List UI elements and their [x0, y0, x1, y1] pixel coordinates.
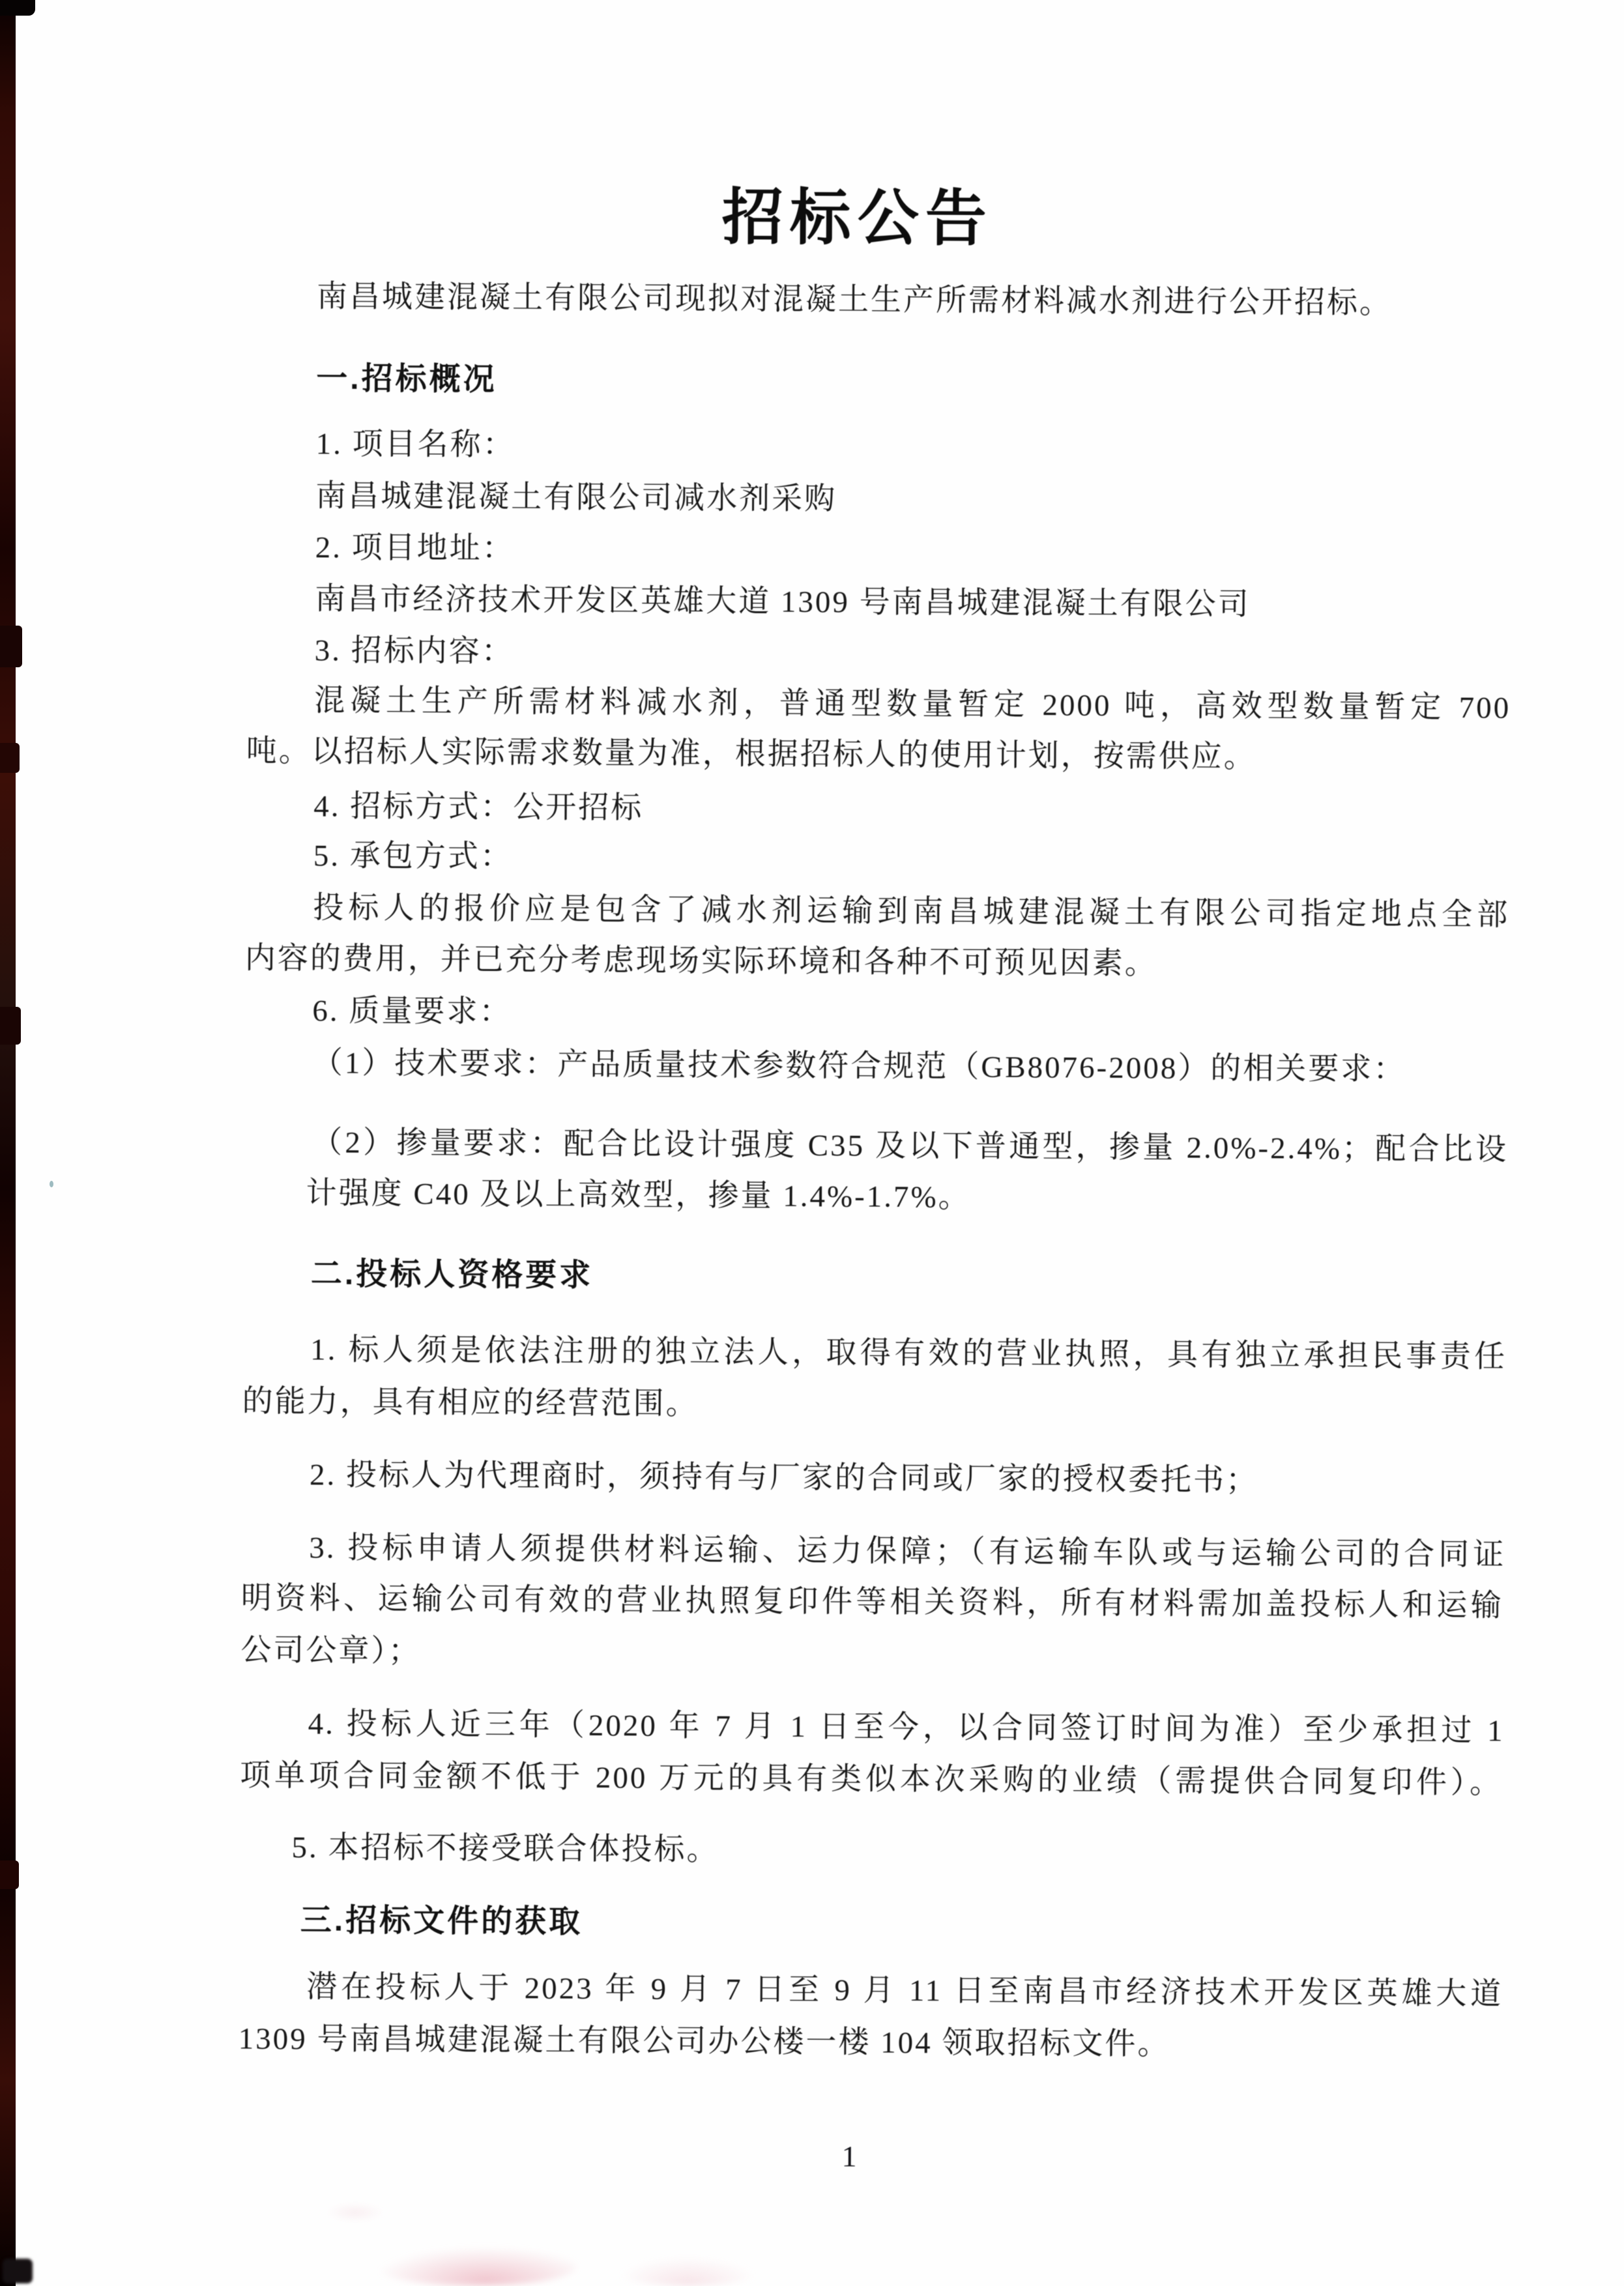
text-line: 3. 招标内容：: [314, 633, 514, 669]
pink-smudge: [326, 2203, 384, 2222]
text-line: 6. 质量要求：: [312, 994, 512, 1030]
text-line: 1. 标人须是依法注册的独立法人，取得有效的营业执照，具有独立承担民事责任: [310, 1333, 1507, 1374]
scan-edge-blotch: [0, 1860, 19, 1889]
scan-corner-mark: [0, 0, 35, 16]
section-heading-2: 二.投标人资格要求: [310, 1256, 594, 1293]
text-line: 混凝土生产所需材料减水剂，普通型数量暂定 2000 吨，高效型数量暂定 700: [314, 684, 1511, 725]
text-line: 2. 项目地址：: [315, 530, 515, 566]
intro-paragraph: 南昌城建混凝土有限公司现拟对混凝土生产所需材料减水剂进行公开招标。: [316, 280, 1393, 321]
document-title: 招标公告: [721, 184, 994, 253]
text-line: 潜在投标人于 2023 年 9 月 7 日至 9 月 11 日至南昌市经济技术开发区英雄大道: [306, 1970, 1503, 2012]
text-line: 1. 项目名称：: [315, 427, 515, 463]
text-line: （2）掺量要求：配合比设计强度 C35 及以下普通型，掺量 2.0%-2.4%；配合比设: [311, 1125, 1509, 1167]
text-line: 计强度 C40 及以上高效型，掺量 1.4%-1.7%。: [306, 1176, 971, 1215]
text-line: 2. 投标人为代理商时，须持有与厂家的合同或厂家的授权委托书；: [309, 1458, 1259, 1498]
text-line: 的能力，具有相应的经营范围。: [242, 1384, 699, 1421]
text-line: 5. 本招标不接受联合体投标。: [291, 1830, 719, 1868]
section-heading-3: 三.招标文件的获取: [300, 1903, 583, 1939]
text-line: 1309 号南昌城建混凝土有限公司办公楼一楼 104 领取招标文件。: [238, 2021, 1170, 2062]
text-line: 南昌城建混凝土有限公司减水剂采购: [315, 479, 837, 517]
text-line: （1）技术要求：产品质量技术参数符合规范（GB8076-2008）的相关要求：: [312, 1046, 1406, 1087]
text-line: 吨。以招标人实际需求数量为准，根据招标人的使用计划，按需供应。: [246, 734, 1256, 775]
page-number: 1: [841, 2139, 857, 2173]
scan-edge-blotch: [0, 1007, 21, 1045]
text-line: 4. 投标人近三年（2020 年 7 月 1 日至今，以合同签订时间为准）至少承担过 1: [308, 1707, 1505, 1748]
text-line: 项单项合同金额不低于 200 万元的具有类似本次采购的业绩（需提供合同复印件）。: [240, 1758, 1503, 1801]
section-heading-1: 一.招标概况: [316, 361, 497, 398]
pink-smudge: [375, 2247, 577, 2286]
scan-edge-strip: [0, 0, 16, 2286]
scan-speck: [50, 1181, 53, 1187]
scan-edge-blotch: [0, 626, 22, 667]
text-line: 明资料、运输公司有效的营业执照复印件等相关资料，所有材料需加盖投标人和运输: [240, 1581, 1503, 1623]
pink-smudge: [616, 2256, 759, 2286]
scan-corner-mark: [3, 2259, 33, 2283]
text-line: 公司公章）；: [240, 1633, 421, 1669]
text-line: 投标人的报价应是包含了减水剂运输到南昌城建混凝土有限公司指定地点全部: [313, 891, 1510, 933]
text-line: 南昌市经济技术开发区英雄大道 1309 号南昌城建混凝土有限公司: [315, 582, 1251, 622]
scan-edge-blotch: [0, 743, 20, 773]
text-line: 5. 承包方式：: [313, 839, 513, 875]
text-line: 4. 招标方式：公开招标: [313, 789, 644, 826]
text-line: 3. 投标申请人须提供材料运输、运力保障；（有运输车队或与运输公司的合同证: [309, 1531, 1506, 1572]
text-line: 内容的费用，并已充分考虑现场实际环境和各种不可预见因素。: [244, 941, 1157, 981]
